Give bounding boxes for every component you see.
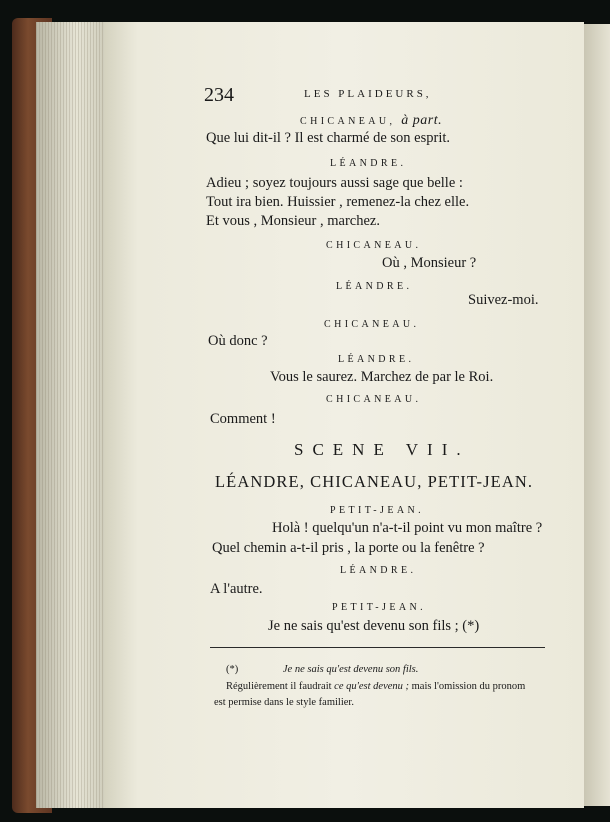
scene-title: SCENE VII. <box>294 440 470 459</box>
speaker-name: CHICANEAU. <box>326 394 422 405</box>
footnote-marker: (*) <box>226 664 239 675</box>
running-head: LES PLAIDEURS, <box>304 88 432 100</box>
verse-line: Adieu ; soyez toujours aussi sage que belle : <box>206 175 463 191</box>
page-edges <box>36 22 110 808</box>
speaker-name: LÉANDRE. <box>338 354 415 365</box>
page-number: 234 <box>204 84 234 106</box>
scene-cast: LÉANDRE, CHICANEAU, PETIT-JEAN. <box>215 472 534 491</box>
verse-line: Holà ! quelqu'un n'a-t-il point vu mon maître ? <box>272 520 543 536</box>
facing-page-edge <box>584 24 610 806</box>
verse-line: Et vous , Monsieur , marchez. <box>206 213 380 229</box>
speaker-name: PETIT-JEAN. <box>332 602 426 613</box>
verse-line: Je ne sais qu'est devenu son fils ; (*) <box>268 618 480 634</box>
verse-line: Tout ira bien. Huissier , remenez-la chez elle. <box>206 194 470 210</box>
verse-line: Comment ! <box>210 411 276 427</box>
verse-line: Que lui dit-il ? Il est charmé de son esprit. <box>206 130 451 146</box>
verse-line: A l'autre. <box>210 581 263 597</box>
stage-direction: à part. <box>401 113 443 128</box>
verse-line: Où , Monsieur ? <box>382 255 477 271</box>
speaker-name: LÉANDRE. <box>340 565 417 576</box>
book-page <box>104 22 584 808</box>
footnote-rule <box>210 647 545 648</box>
speaker-name: CHICANEAU. <box>326 240 422 251</box>
footnote-quote: Je ne sais qu'est devenu son fils. <box>282 664 419 675</box>
speaker-name: CHICANEAU, à part. <box>300 113 443 128</box>
verse-line: Où donc ? <box>208 333 268 349</box>
footnote-line: est permise dans le style familier. <box>214 697 354 708</box>
speaker-name: LÉANDRE. <box>330 158 407 169</box>
verse-line: Quel chemin a-t-il pris , la porte ou la fenêtre ? <box>212 540 485 556</box>
verse-line: Suivez-moi. <box>468 292 539 308</box>
verse-line: Vous le saurez. Marchez de par le Roi. <box>270 369 494 385</box>
speaker-name: PETIT-JEAN. <box>330 505 424 516</box>
footnote-line: Régulièrement il faudrait ce qu'est devenu ; mais l'omission du pronom <box>226 681 526 692</box>
speaker-name: CHICANEAU. <box>324 319 420 330</box>
footnote-heading <box>226 664 418 675</box>
speaker-name: LÉANDRE. <box>336 281 413 292</box>
